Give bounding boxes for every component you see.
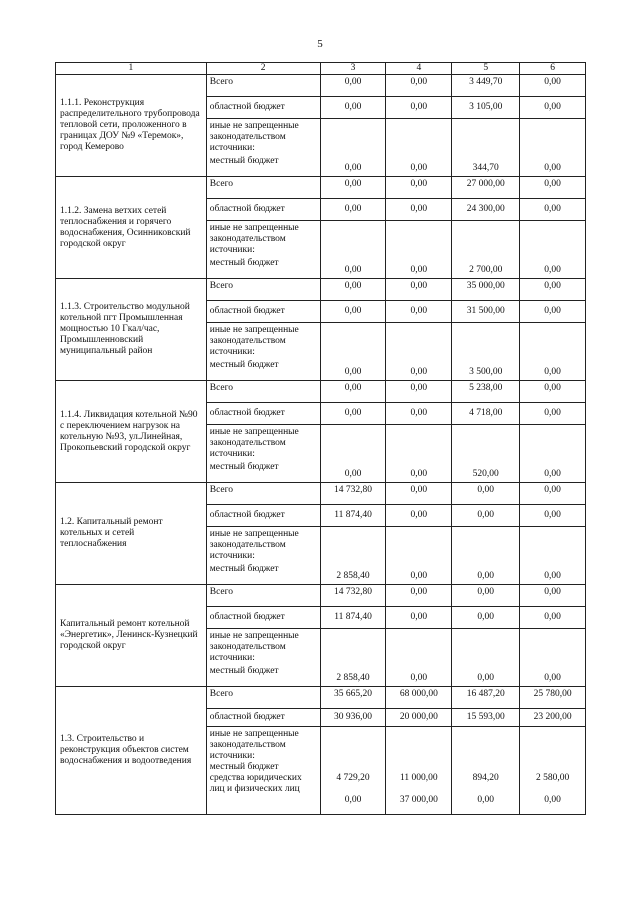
other-sources-label: иные не запрещенные законодательством источники:	[209, 631, 299, 663]
value-cell-group	[386, 527, 452, 585]
value-cell: 2 700,00	[469, 265, 503, 275]
value-cell: 0,00	[386, 607, 452, 629]
value-cell: 0,00	[410, 571, 428, 581]
value-cell-group	[320, 727, 386, 815]
value-cell: 0,00	[544, 469, 561, 479]
value-cell: 0,00	[320, 199, 386, 221]
value-cell: 0,00	[320, 279, 386, 301]
value-cell: 0,00	[520, 97, 586, 119]
source-label: областной бюджет	[206, 97, 320, 119]
value-cell: 2 858,40	[336, 571, 370, 581]
value-cell: 0,00	[410, 469, 428, 479]
value-cell: 20 000,00	[386, 709, 452, 727]
value-cell: 0,00	[477, 571, 495, 581]
value-cell: 0,00	[386, 505, 452, 527]
source-label: местный бюджет	[209, 762, 279, 772]
header-cell: 2	[206, 63, 320, 75]
value-cell: 0,00	[344, 469, 362, 479]
source-label-group	[206, 323, 320, 381]
value-cell: 37 000,00	[399, 795, 438, 805]
value-cell-group	[520, 629, 586, 687]
value-cell: 14 732,80	[320, 585, 386, 607]
value-cell: 3 500,00	[469, 367, 503, 377]
value-cell-group	[452, 425, 520, 483]
value-cell-group	[320, 323, 386, 381]
value-cell: 0,00	[386, 97, 452, 119]
other-sources-label: иные не запрещенные законодательством источники:	[209, 223, 299, 255]
value-cell: 35 000,00	[452, 279, 520, 301]
value-cell-group	[520, 425, 586, 483]
source-label: Всего	[206, 687, 320, 709]
value-cell: 0,00	[386, 585, 452, 607]
value-cell-group	[520, 221, 586, 279]
value-cell: 23 200,00	[520, 709, 586, 727]
value-cell: 0,00	[544, 163, 561, 173]
value-cell: 16 487,20	[452, 687, 520, 709]
value-cell: 0,00	[520, 279, 586, 301]
value-cell: 25 780,00	[520, 687, 586, 709]
value-cell: 3 105,00	[452, 97, 520, 119]
program-name: 1.1.4. Ликвидация котельной №90 с переключением нагрузок на котельную №93, ул.Линейная, Прокопьевский городской округ	[56, 381, 207, 483]
value-cell: 0,00	[520, 403, 586, 425]
source-label: областной бюджет	[206, 301, 320, 323]
value-cell-group	[320, 425, 386, 483]
source-label: местный бюджет	[209, 666, 279, 676]
value-cell: 0,00	[520, 301, 586, 323]
value-cell-group	[386, 119, 452, 177]
value-cell: 0,00	[320, 177, 386, 199]
value-cell: 0,00	[544, 673, 561, 683]
value-cell: 0,00	[520, 585, 586, 607]
value-cell: 0,00	[320, 403, 386, 425]
header-cell: 5	[452, 63, 520, 75]
value-cell: 0,00	[320, 381, 386, 403]
value-cell: 0,00	[320, 97, 386, 119]
value-cell: 0,00	[320, 75, 386, 97]
value-cell: 0,00	[477, 795, 495, 805]
value-cell-group	[452, 221, 520, 279]
value-cell: 11 874,40	[320, 505, 386, 527]
source-label-group	[206, 221, 320, 279]
value-cell-group	[520, 323, 586, 381]
value-cell-group	[452, 629, 520, 687]
value-cell: 0,00	[452, 505, 520, 527]
program-name: 1.3. Строительство и реконструкция объектов систем водоснабжения и водоотведения	[56, 687, 207, 815]
value-cell: 24 300,00	[452, 199, 520, 221]
value-cell: 2 580,00	[535, 773, 570, 783]
value-cell-group	[520, 527, 586, 585]
value-cell: 35 665,20	[320, 687, 386, 709]
source-label: местный бюджет	[209, 258, 279, 268]
value-cell: 14 732,80	[320, 483, 386, 505]
table-row	[56, 177, 586, 199]
program-name: 1.2. Капитальный ремонт котельных и сетей теплоснабжения	[56, 483, 207, 585]
value-cell: 894,20	[472, 773, 499, 783]
value-cell-group	[386, 323, 452, 381]
source-label-group	[206, 119, 320, 177]
value-cell: 0,00	[544, 367, 561, 377]
value-cell: 344,70	[472, 163, 499, 173]
program-name: 1.1.1. Реконструкция распределительного трубопровода тепловой сети, проложенного в границах ДОУ №9 «Теремок», город Кемерово	[56, 75, 207, 177]
value-cell: 5 238,00	[452, 381, 520, 403]
table-row	[56, 687, 586, 709]
value-cell: 0,00	[452, 483, 520, 505]
value-cell: 0,00	[452, 585, 520, 607]
program-name: Капитальный ремонт котельной «Энергетик», Ленинск-Кузнецкий городской округ	[56, 585, 207, 687]
value-cell-group	[452, 323, 520, 381]
other-sources-label: иные не запрещенные законодательством источники:	[209, 121, 299, 153]
value-cell: 520,00	[472, 469, 499, 479]
source-label: местный бюджет	[209, 462, 279, 472]
value-cell: 0,00	[544, 571, 561, 581]
value-cell-group	[386, 727, 452, 815]
table-row	[56, 75, 586, 97]
source-label: Всего	[206, 483, 320, 505]
value-cell: 0,00	[544, 795, 561, 805]
value-cell-group	[386, 221, 452, 279]
table-body	[56, 63, 586, 815]
program-name: 1.1.3. Строительство модульной котельной пгт Промышленная мощностью 10 Гкал/час, Промышленновский муниципальный район	[56, 279, 207, 381]
source-label-group	[206, 425, 320, 483]
value-cell: 30 936,00	[320, 709, 386, 727]
value-cell: 0,00	[520, 381, 586, 403]
value-cell: 2 858,40	[336, 673, 370, 683]
value-cell-group	[320, 527, 386, 585]
source-label-group	[206, 629, 320, 687]
value-cell: 0,00	[386, 381, 452, 403]
header-cell: 3	[320, 63, 386, 75]
source-label: Всего	[206, 381, 320, 403]
header-cell: 6	[520, 63, 586, 75]
value-cell-group	[520, 727, 586, 815]
value-cell: 0,00	[386, 483, 452, 505]
value-cell: 0,00	[344, 265, 362, 275]
table-row	[56, 279, 586, 301]
other-sources-label: иные не запрещенные законодательством источники:	[209, 325, 299, 357]
source-label-group	[206, 527, 320, 585]
value-cell-group	[452, 727, 520, 815]
value-cell-group	[452, 119, 520, 177]
value-cell: 27 000,00	[452, 177, 520, 199]
value-cell: 0,00	[344, 163, 362, 173]
value-cell: 0,00	[386, 279, 452, 301]
source-label: областной бюджет	[206, 403, 320, 425]
value-cell: 0,00	[410, 673, 428, 683]
other-sources-label: иные не запрещенные законодательством источники:	[209, 729, 299, 761]
source-label: Всего	[206, 585, 320, 607]
budget-table	[55, 62, 586, 815]
value-cell: 68 000,00	[386, 687, 452, 709]
value-cell: 0,00	[520, 75, 586, 97]
value-cell: 4 718,00	[452, 403, 520, 425]
value-cell-group	[320, 221, 386, 279]
source-label: областной бюджет	[206, 607, 320, 629]
value-cell: 0,00	[477, 673, 495, 683]
value-cell-group	[386, 629, 452, 687]
source-label: Всего	[206, 75, 320, 97]
source-label: средства юридических лиц и физических лиц	[209, 773, 302, 794]
program-name: 1.1.2. Замена ветхих сетей теплоснабжения и горячего водоснабжения, Осинниковский городской округ	[56, 177, 207, 279]
value-cell: 4 729,20	[336, 773, 370, 783]
value-cell: 0,00	[520, 483, 586, 505]
value-cell: 3 449,70	[452, 75, 520, 97]
value-cell: 11 874,40	[320, 607, 386, 629]
value-cell: 0,00	[520, 177, 586, 199]
value-cell: 0,00	[386, 199, 452, 221]
page-number: 5	[317, 38, 323, 50]
value-cell: 0,00	[520, 505, 586, 527]
source-label: Всего	[206, 279, 320, 301]
value-cell: 0,00	[410, 265, 428, 275]
value-cell: 0,00	[320, 301, 386, 323]
table-row	[56, 483, 586, 505]
value-cell: 0,00	[386, 177, 452, 199]
table-row	[56, 585, 586, 607]
value-cell: 0,00	[520, 199, 586, 221]
source-label: областной бюджет	[206, 199, 320, 221]
value-cell: 0,00	[344, 367, 362, 377]
header-cell: 1	[56, 63, 207, 75]
value-cell: 0,00	[410, 367, 428, 377]
value-cell-group	[320, 119, 386, 177]
value-cell: 0,00	[344, 795, 362, 805]
value-cell: 0,00	[544, 265, 561, 275]
value-cell-group	[386, 425, 452, 483]
value-cell: 0,00	[386, 301, 452, 323]
value-cell: 0,00	[520, 607, 586, 629]
value-cell-group	[452, 527, 520, 585]
source-label: местный бюджет	[209, 360, 279, 370]
value-cell: 11 000,00	[400, 773, 438, 783]
value-cell: 15 593,00	[452, 709, 520, 727]
value-cell-group	[520, 119, 586, 177]
header-cell: 4	[386, 63, 452, 75]
value-cell: 0,00	[386, 75, 452, 97]
value-cell: 0,00	[452, 607, 520, 629]
source-label: областной бюджет	[206, 505, 320, 527]
source-label: местный бюджет	[209, 156, 279, 166]
value-cell: 0,00	[410, 163, 428, 173]
source-label: областной бюджет	[206, 709, 320, 727]
other-sources-label: иные не запрещенные законодательством источники:	[209, 529, 299, 561]
source-label: Всего	[206, 177, 320, 199]
value-cell: 31 500,00	[452, 301, 520, 323]
value-cell: 0,00	[386, 403, 452, 425]
value-cell-group	[320, 629, 386, 687]
table-row	[56, 381, 586, 403]
header-row	[56, 63, 586, 75]
source-label: местный бюджет	[209, 564, 279, 574]
source-label-group	[206, 727, 320, 815]
other-sources-label: иные не запрещенные законодательством источники:	[209, 427, 299, 459]
